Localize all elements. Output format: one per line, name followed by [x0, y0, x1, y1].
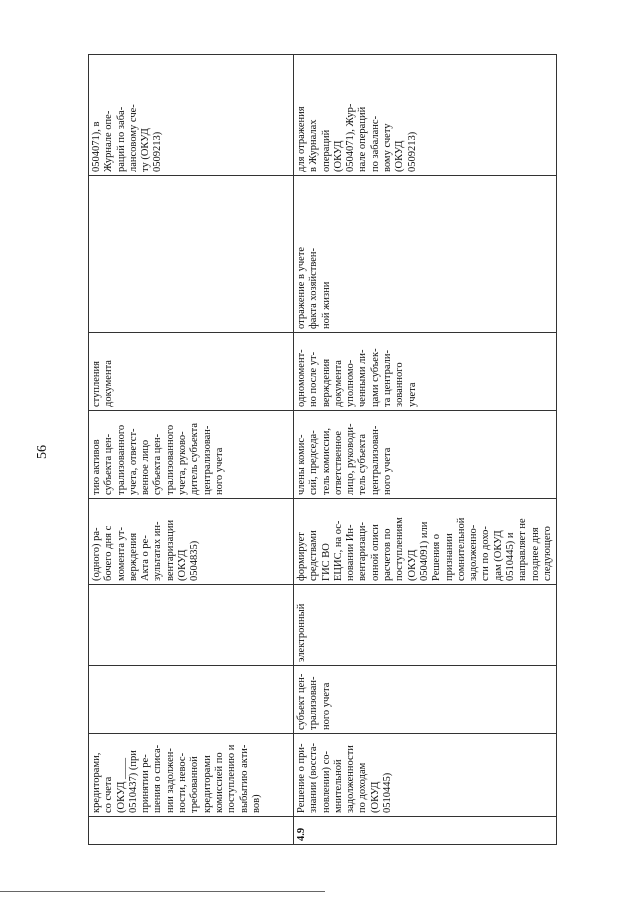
table-row: [89, 55, 294, 845]
deadline-cell: ступления документа: [89, 333, 294, 411]
procedure-cell: (одного) ра- бочего дня с момента ут- верждения Акта о ре- зультатах ин- вентаризации (ОКУД 0504835): [89, 499, 294, 585]
form-cell: электронный: [294, 585, 557, 666]
document-flow-table: [88, 54, 557, 845]
document-name-cell: кредиторами, со счета (ОКУД ____ 0510437) (при принятии ре- шения о списа- нии задолжен- ности, невос- требованной кредиторами комиссией по поступлению и выбытию акти- вов): [89, 734, 294, 817]
registers-cell: для отражения в Журналах операций (ОКУД 0504071), Жур- нале операций по забаланс- вому счету (ОКУД 0509213): [294, 55, 557, 176]
page-number: 56: [35, 445, 50, 459]
deadline-cell: одномомент- но после ут- верждения документа уполномо- ченными ли- цами субъек- та централи- зованного учета: [294, 333, 557, 411]
document-name-cell: Решение о при- знании (восста- новлении) со- мнительной задолженности по доходам (ОКУД 0510445): [294, 734, 557, 817]
procedure-cell: формирует средствами ГИС ВО ЕЦИС, на ос- новании Ин- вентаризаци- онной описи расчетов по поступлениям (ОКУД 0504091) или Решения о признании сомнительной задолженно- сти по дохо- дам (ОКУД 0510445) и направляет не позднее дня следующего: [294, 499, 557, 585]
rotated-table-container: [88, 55, 553, 845]
table-row: [294, 55, 557, 845]
signers-cell: члены комис- сий, председа- тель комиссии, ответственное лицо, руководи- тель субъекта централизован- ного учета: [294, 411, 557, 499]
purpose-cell: [89, 176, 294, 333]
form-cell: [89, 585, 294, 666]
responsible-cell: субъект цен- трализован- ного учета: [294, 666, 557, 734]
purpose-cell: отражение в учете факта хозяйствен- ной жизни: [294, 176, 557, 333]
responsible-cell: [89, 666, 294, 734]
signers-cell: тию активов субъекта цен- трализованного учета, ответст- венное лицо субъекта цен- трализованного учета, руково- дитель субъекта централизован- ного учета: [89, 411, 294, 499]
bottom-divider: [0, 891, 325, 892]
row-number-cell: 4.9: [294, 817, 557, 845]
registers-cell: 0504071), в Журнале опе- раций по заба- лансовому сче- ту (ОКУД 0509213): [89, 55, 294, 176]
row-number-cell: [89, 817, 294, 845]
